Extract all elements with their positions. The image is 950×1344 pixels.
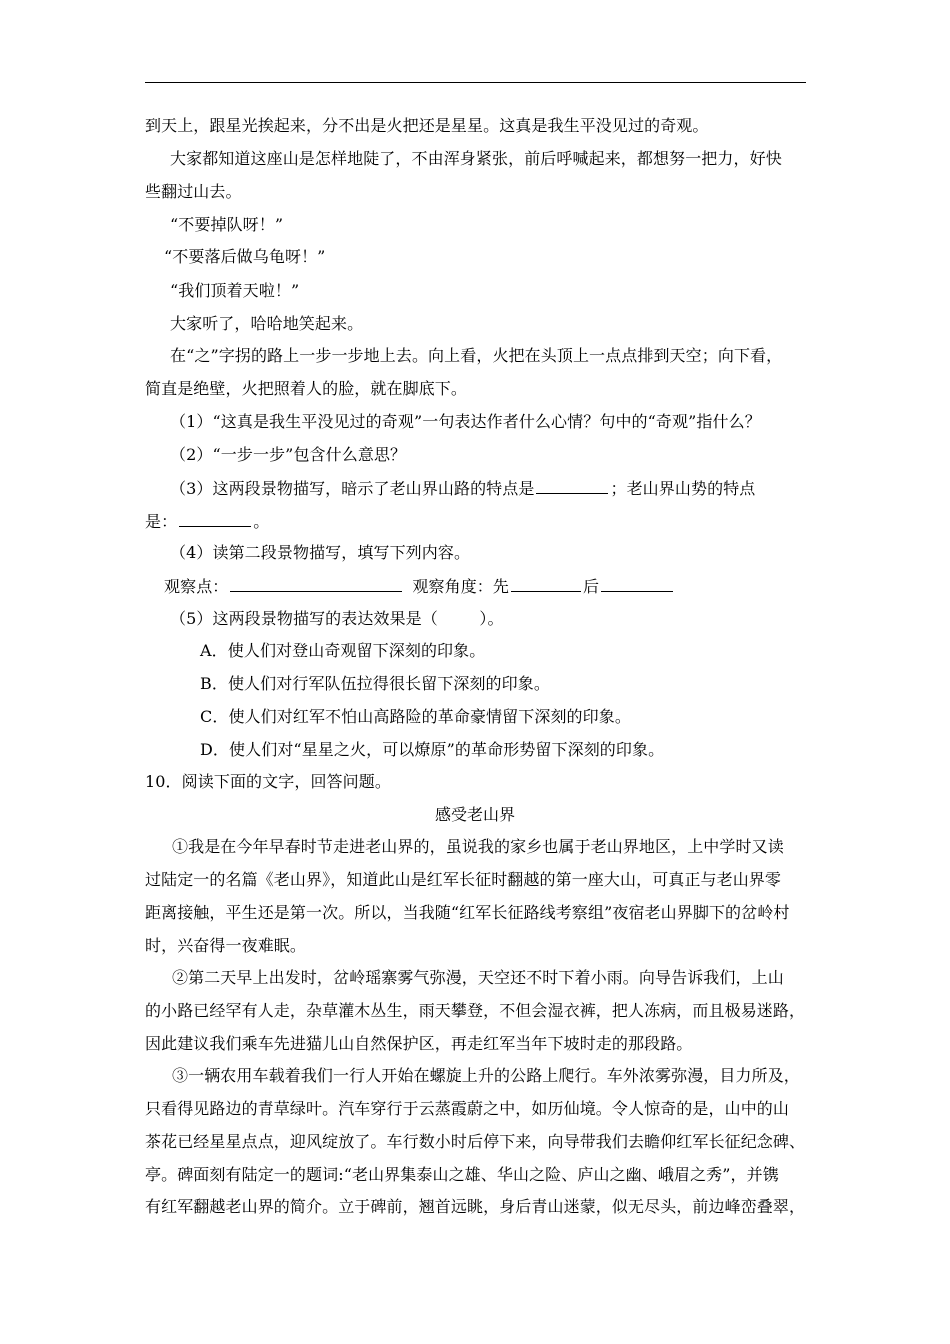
article-line: 只看得见路边的青草绿叶。汽车穿行于云蒸霞蔚之中，如历仙境。令人惊奇的是，山中的山 [145, 1099, 790, 1118]
article-line: 有红军翻越老山界的简介。立于碑前，翘首远眺，身后青山迷蒙，似无尽头，前边峰峦叠翠， [145, 1197, 806, 1216]
answer-blank[interactable] [230, 575, 402, 592]
dialogue-line: “不要掉队呀！” [170, 215, 284, 234]
article-line: 时，兴奋得一夜难眠。 [145, 936, 307, 955]
article-line: 距离接触，平生还是第一次。所以，当我随“红军长征路线考察组”夜宿老山界脚下的岔岭村 [145, 903, 790, 922]
question-4-fill [164, 575, 675, 598]
option-b[interactable]: B．使人们对行军队伍拉得很长留下深刻的印象。 [200, 674, 550, 693]
option-d[interactable]: D．使人们对“星星之火，可以燎原”的革命形势留下深刻的印象。 [200, 740, 665, 759]
question-4: （4）读第二段景物描写，填写下列内容。 [170, 543, 471, 562]
section-heading: 10．阅读下面的文字，回答问题。 [145, 772, 391, 791]
answer-blank[interactable] [536, 477, 608, 494]
article-line: 茶花已经星星点点，迎风绽放了。车行数小时后停下来，向导带我们去瞻仰红军长征纪念碑、 [145, 1132, 806, 1151]
observation-angle-label: 观察角度：先 [412, 577, 510, 596]
question-3-text: （3）这两段景物描写，暗示了老山界山路的特点是 [170, 479, 535, 498]
question-1: （1）“这真是我生平没见过的奇观”一句表达作者什么心情？句中的“奇观”指什么？ [170, 412, 761, 431]
answer-blank[interactable] [511, 575, 581, 592]
question-3 [170, 477, 755, 500]
article-line: ③一辆农用车载着我们一行人开始在螺旋上升的公路上爬行。车外浓雾弥漫，目力所及， [172, 1066, 800, 1085]
article-line: 的小路已经罕有人走，杂草灌木丛生，雨天攀登，不但会湿衣裤，把人冻病，而且极易迷路， [145, 1001, 806, 1020]
article-line: 亭。碑面刻有陆定一的题词:“老山界集泰山之雄、华山之险、庐山之幽、峨眉之秀”，并镌 [145, 1165, 779, 1184]
question-3-text: ；老山界山势的特点 [610, 479, 756, 498]
question-3-cont [145, 510, 269, 533]
option-a[interactable]: A．使人们对登山奇观留下深刻的印象。 [200, 641, 486, 660]
article-line: ①我是在今年早春时节走进老山界的，虽说我的家乡也属于老山界地区，上中学时又读 [172, 837, 784, 856]
question-3-text: 。 [253, 512, 270, 531]
passage-line: 些翻过山去。 [145, 182, 242, 201]
passage-line: 到天上，跟星光挨起来，分不出是火把还是星星。这真是我生平没见过的奇观。 [145, 116, 709, 135]
article-line: 过陆定一的名篇《老山界》，知道此山是红军长征时翻越的第一座大山，可真正与老山界零 [145, 870, 782, 889]
question-3-text: 是： [145, 512, 178, 531]
question-5: （5）这两段景物描写的表达效果是（ ）。 [170, 609, 504, 628]
answer-blank[interactable] [179, 510, 251, 527]
article-line: ②第二天早上出发时，岔岭瑶寨雾气弥漫，天空还不时下着小雨。向导告诉我们，上山 [172, 968, 784, 987]
article-line: 因此建议我们乘车先进猫儿山自然保护区，再走红军当年下坡时走的那段路。 [145, 1034, 693, 1053]
after-label: 后 [583, 577, 600, 596]
header-rule [145, 82, 806, 83]
passage-line: 简直是绝壁，火把照着人的脸，就在脚底下。 [145, 379, 468, 398]
passage-line: 大家都知道这座山是怎样地陡了，不由浑身紧张，前后呼喊起来，都想努一把力，好快 [170, 149, 782, 168]
dialogue-line: “不要落后做乌龟呀！” [164, 247, 326, 266]
dialogue-line: “我们顶着天啦！” [170, 281, 300, 300]
passage-line: 大家听了，哈哈地笑起来。 [170, 314, 364, 333]
passage-line: 在“之”字拐的路上一步一步地上去。向上看，火把在头顶上一点点排到天空；向下看， [170, 346, 783, 365]
answer-blank[interactable] [601, 575, 673, 592]
option-c[interactable]: C．使人们对红军不怕山高路险的革命豪情留下深刻的印象。 [200, 707, 631, 726]
observation-point-label: 观察点： [164, 577, 229, 596]
article-title: 感受老山界 [434, 805, 515, 824]
question-2: （2）“一步一步”包含什么意思？ [170, 445, 407, 464]
